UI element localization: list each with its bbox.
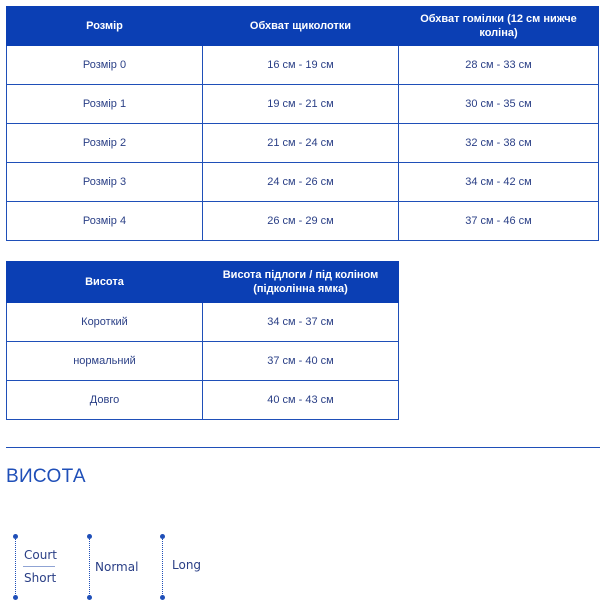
table-row: [7, 381, 399, 420]
size-cell: Розмір 1: [7, 85, 203, 124]
size-chart-table: [6, 6, 599, 241]
table-row: [7, 163, 599, 202]
table-header-row: [7, 7, 599, 46]
normal-height-marker: [89, 536, 90, 598]
calf-cell: 32 см - 38 см: [399, 124, 599, 163]
column-header-size: Розмір: [7, 7, 203, 46]
table-row: [7, 342, 399, 381]
section-divider: [6, 447, 600, 448]
floor-height-cell: 40 см - 43 см: [203, 381, 399, 420]
size-cell: Розмір 3: [7, 163, 203, 202]
calf-cell: 30 см - 35 см: [399, 85, 599, 124]
table-row: [7, 124, 599, 163]
floor-height-cell: 37 см - 40 см: [203, 342, 399, 381]
height-cell: нормальний: [7, 342, 203, 381]
ankle-cell: 21 см - 24 см: [203, 124, 399, 163]
ankle-cell: 19 см - 21 см: [203, 85, 399, 124]
height-cell: Довго: [7, 381, 203, 420]
calf-cell: 34 см - 42 см: [399, 163, 599, 202]
ankle-cell: 24 см - 26 см: [203, 163, 399, 202]
table-row: [7, 46, 599, 85]
legend-label-court: Court: [24, 548, 57, 562]
height-cell: Короткий: [7, 303, 203, 342]
table-row: [7, 202, 599, 241]
size-cell: Розмір 4: [7, 202, 203, 241]
column-header-height: Висота: [7, 262, 203, 303]
calf-cell: 37 см - 46 см: [399, 202, 599, 241]
column-header-ankle: Обхват щиколотки: [203, 7, 399, 46]
height-chart-table: [6, 261, 399, 420]
short-height-marker: [15, 536, 16, 598]
legend-label-normal: Normal: [95, 560, 139, 574]
ankle-cell: 16 см - 19 см: [203, 46, 399, 85]
legend-separator: [23, 566, 55, 567]
table-header-row: [7, 262, 399, 303]
legend-label-long: Long: [172, 558, 202, 572]
long-height-marker: [162, 536, 163, 598]
table-row: [7, 303, 399, 342]
column-header-calf: Обхват гомілки (12 см нижче коліна): [399, 7, 599, 46]
table-row: [7, 85, 599, 124]
size-cell: Розмір 0: [7, 46, 203, 85]
column-header-floor-height: Висота підлоги / під коліном (підколінна ямка): [203, 262, 399, 303]
legend-label-short: Short: [24, 571, 57, 585]
size-cell: Розмір 2: [7, 124, 203, 163]
section-title: ВИСОТА: [6, 466, 86, 487]
floor-height-cell: 34 см - 37 см: [203, 303, 399, 342]
calf-cell: 28 см - 33 см: [399, 46, 599, 85]
ankle-cell: 26 см - 29 см: [203, 202, 399, 241]
